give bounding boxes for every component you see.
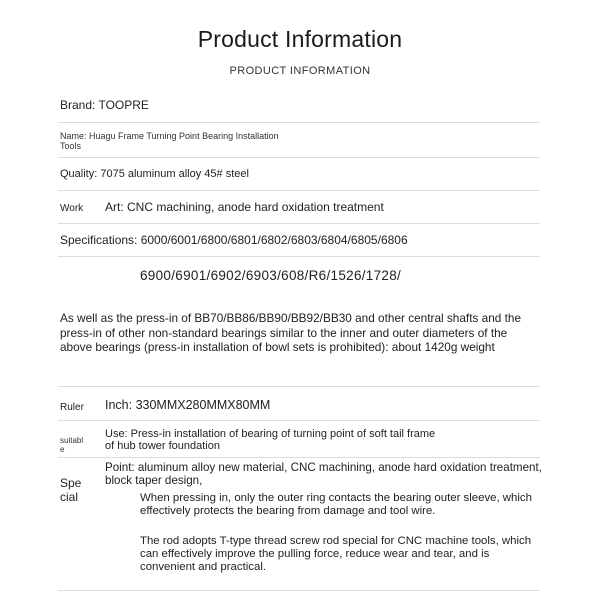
specifications-text: Specifications: 6000/6001/6800/6801/6802/6803/6804/6805/6806 [60, 233, 408, 247]
suitable-value-line2: of hub tower foundation [105, 440, 220, 452]
divider [58, 122, 540, 123]
divider [58, 590, 540, 591]
divider [58, 190, 540, 191]
brand-text: Brand: TOOPRE [60, 98, 149, 112]
name-text-line2: Tools [60, 141, 82, 151]
divider [58, 256, 540, 257]
page-title: Product Information [197, 26, 403, 52]
specifications-continued: 6900/6901/6902/6903/608/R6/1526/1728/ [140, 268, 402, 283]
ruler-value: Inch: 330MMX280MMX80MM [105, 398, 271, 412]
description-paragraph: As well as the press-in of BB70/BB86/BB90/BB92/BB30 and other central shafts and the press-in of other non-standard bearings similar to the inner and outer diameters of the above bearings (press-in installation of bowl sets is prohibited): about 1420g weight [60, 311, 522, 354]
special-value: Point: aluminum alloy new material, CNC machining, anode hard oxidation treatment, block taper design, [105, 461, 542, 487]
divider [58, 420, 540, 421]
page-subtitle: PRODUCT INFORMATION [229, 65, 371, 77]
quality-text: Quality: 7075 aluminum alloy 45# steel [60, 168, 249, 180]
suitable-label-line2: e [60, 445, 65, 454]
special-note-2: The rod adopts T-type thread screw rod special for CNC machine tools, which can effectively improve the pulling force, reduce wear and tear, and is convenient and practical. [140, 535, 532, 573]
divider [58, 386, 540, 387]
suitable-label-line1: suitabl [60, 436, 84, 445]
divider [58, 223, 540, 224]
special-label-line2: cial [60, 490, 79, 504]
name-text-line1: Name: Huagu Frame Turning Point Bearing Installation [60, 131, 279, 141]
special-label-line1: Spe [60, 476, 82, 490]
suitable-value-line1: Use: Press-in installation of bearing of turning point of soft tail frame [105, 428, 436, 440]
divider [58, 157, 540, 158]
work-value: Art: CNC machining, anode hard oxidation treatment [105, 200, 384, 214]
special-note-1: When pressing in, only the outer ring contacts the bearing outer sleeve, which effectively protects the bearing from damage and tool wire. [140, 492, 532, 517]
work-label: Work [60, 203, 84, 214]
divider [58, 457, 540, 458]
ruler-label: Ruler [60, 402, 84, 413]
